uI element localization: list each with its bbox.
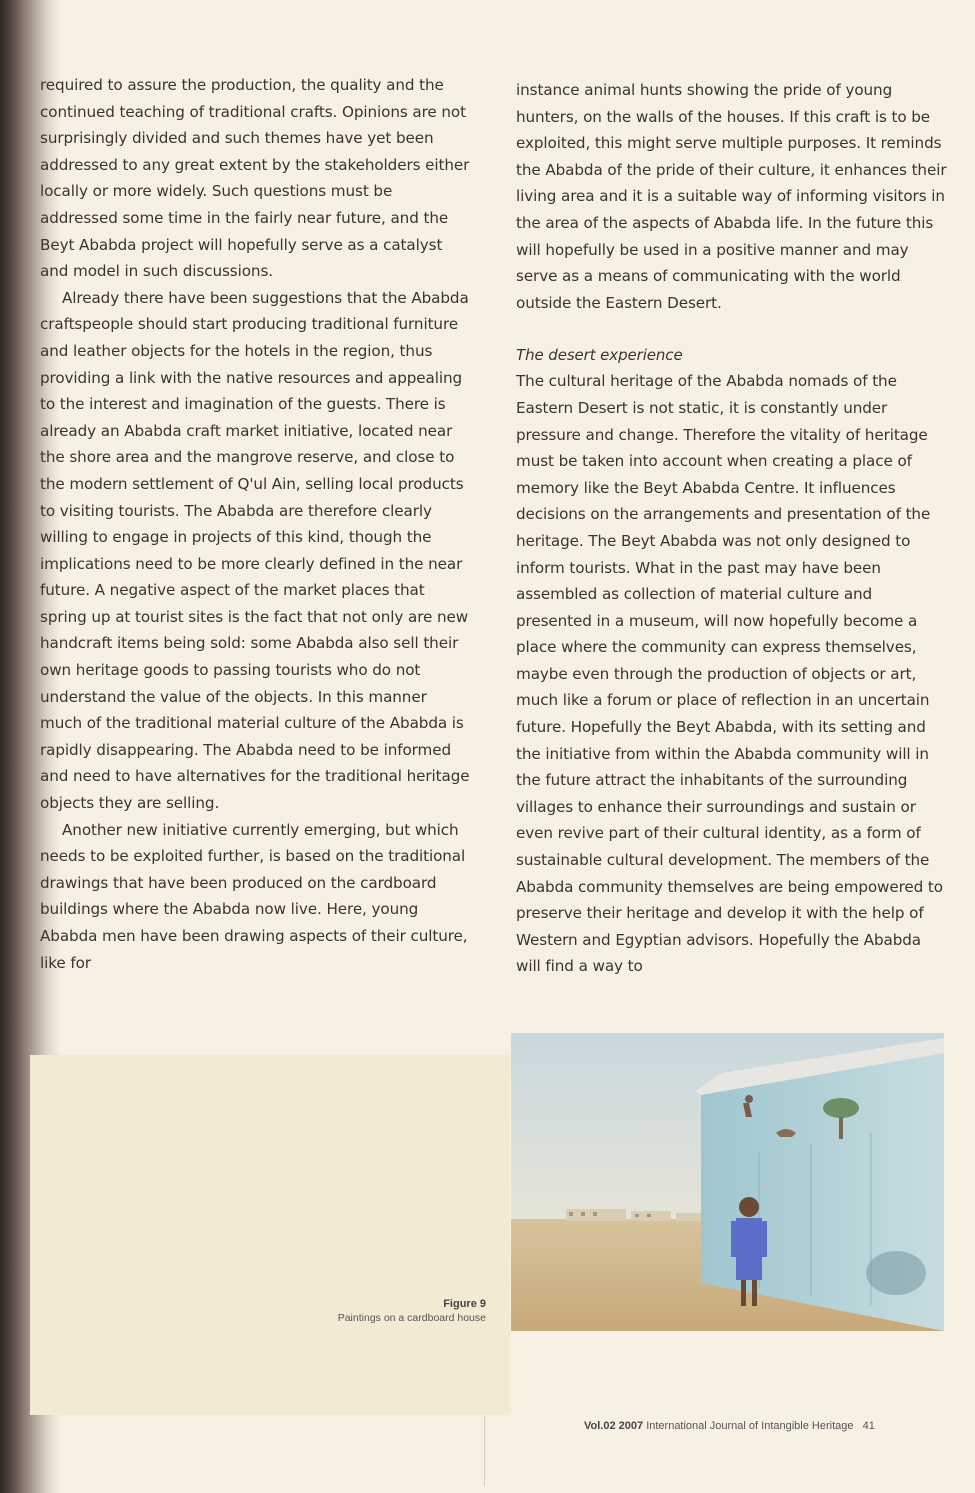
figure-caption-text: Paintings on a cardboard house xyxy=(337,1312,486,1324)
paragraph: The cultural heritage of the Ababda nomads of the Eastern Desert is not static, it is constantly under pressure and change. Therefore the vitality of heritage must be taken into account when creating a place of memory like the Beyt Ababda Centre. It influences decisions on the arrangements and presentation of the heritage. The Beyt Ababda was not only designed to inform tourists. What in the past may have been assembled as collection of material culture and presented in a museum, will now hopefully become a place where the community can express themselves, maybe even through the production of objects or art, much like a forum or place of reflection in an uncertain future. Hopefully the Beyt Ababda, with its setting and the initiative from within the Ababda community will in the future attract the inhabitants of the surrounding villages to enhance their surroundings and sustain or even revive part of their cultural identity, as a form of sustainable cultural development. The members of the Ababda community themselves are being empowered to preserve their heritage and develop it with the help of Western and Egyptian advisors. Hopefully the Ababda will find a way to xyxy=(516,372,943,976)
page-number: 41 xyxy=(862,1420,875,1432)
figure-label: Figure 9 xyxy=(443,1298,486,1310)
section-heading: The desert experience xyxy=(516,346,683,365)
figure-photo xyxy=(511,1033,944,1331)
paragraph: Already there have been suggestions that the Ababda craftspeople should start producing traditional furniture and leather objects for the hotels in the region, thus providing a link with the native resources and appealing to the interest and imagination of the guests. There is already an Ababda craft market initiative, located near the shore area and the mangrove reserve, and close to the modern settlement of Q'ul Ain, selling local products to visiting tourists. The Ababda are therefore clearly willing to engage in projects of this kind, though the implications need to be more clearly defined in the near future. A negative aspect of the market places that spring up at tourist sites is the fact that not only are new handcraft items being sold: some Ababda also sell their own heritage goods to passing tourists who do not understand the value of the objects. In this manner much of the traditional material culture of the Ababda is rapidly disappearing. The Ababda need to be informed and need to have alternatives for the traditional heritage objects they are selling. xyxy=(40,288,470,813)
paragraph: required to assure the production, the quality and the continued teaching of traditional crafts. Opinions are not surprisingly divided and such themes have yet been addressed to any great extent by the stakeholders either locally or more widely. Such questions must be addressed some time in the fairly near future, and the Beyt Ababda project will hopefully serve as a catalyst and model in such discussions. xyxy=(40,76,470,281)
photo-illustration xyxy=(511,1033,944,1331)
footer-volume: Vol.02 2007 xyxy=(584,1420,644,1432)
page-footer xyxy=(584,1420,944,1432)
figure-background-band xyxy=(30,1055,510,1415)
right-text-column xyxy=(516,77,948,980)
left-text-column xyxy=(40,72,472,976)
footer-journal-title: International Journal of Intangible Heritage xyxy=(646,1420,854,1432)
figure-caption xyxy=(290,1297,486,1325)
footer-divider xyxy=(484,1416,485,1486)
paragraph: instance animal hunts showing the pride of young hunters, on the walls of the houses. If this craft is to be exploited, this might serve multiple purposes. It reminds the Ababda of the pride of their culture, it enhances their living area and it is a suitable way of informing visitors in the area of the aspects of Ababda life. In the future this will hopefully be used in a positive manner and may serve as a means of communicating with the world outside the Eastern Desert. xyxy=(516,81,947,312)
paragraph: Another new initiative currently emerging, but which needs to be exploited further, is based on the traditional drawings that have been produced on the cardboard buildings where the Ababda now live. Here, young Ababda men have been drawing aspects of their culture, like for xyxy=(40,820,468,972)
